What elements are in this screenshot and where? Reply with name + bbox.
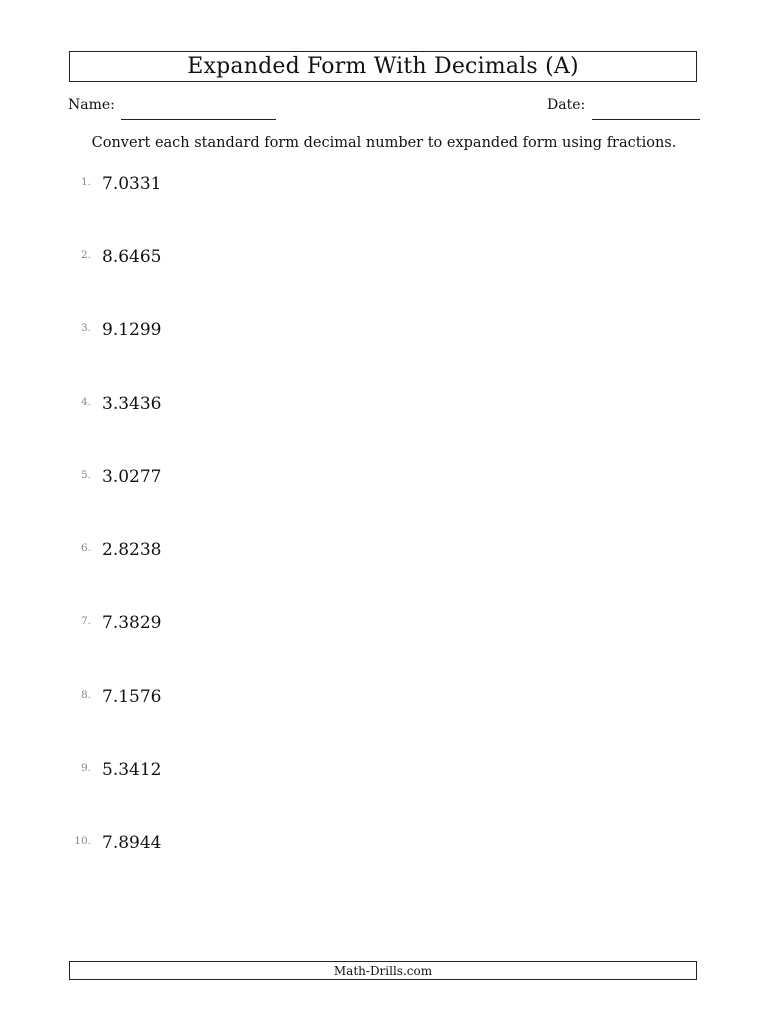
problem-value: 9.1299 <box>102 320 162 340</box>
problem-number: 8. <box>80 689 91 701</box>
problem-value: 7.3829 <box>102 613 162 633</box>
problem-value: 3.3436 <box>102 394 162 414</box>
problem-value: 8.6465 <box>102 247 162 267</box>
problem-value: 5.3412 <box>102 760 162 780</box>
date-label: Date: <box>547 97 586 113</box>
name-line <box>121 119 276 120</box>
problem-value: 2.8238 <box>102 540 162 560</box>
problem-number: 2. <box>80 249 91 261</box>
footer <box>69 961 697 980</box>
problem-number: 3. <box>80 322 91 334</box>
problem-number: 5. <box>80 469 91 481</box>
problem-number: 4. <box>80 396 91 408</box>
problem-value: 7.1576 <box>102 687 162 707</box>
problem-value: 3.0277 <box>102 467 162 487</box>
problem-number: 1. <box>80 176 91 188</box>
problem-number: 9. <box>80 762 91 774</box>
worksheet-title-text: Expanded Form With Decimals (A) <box>187 54 579 79</box>
footer-text: Math-Drills.com <box>333 963 433 978</box>
date-line <box>592 119 700 120</box>
name-label: Name: <box>68 97 115 113</box>
problem-number: 7. <box>80 615 91 627</box>
problem-value: 7.8944 <box>102 833 162 853</box>
worksheet-title <box>69 51 697 82</box>
instructions: Convert each standard form decimal number to expanded form using fractions. <box>91 135 677 151</box>
problem-number: 10. <box>74 835 91 847</box>
problem-value: 7.0331 <box>102 174 162 194</box>
problem-number: 6. <box>80 542 91 554</box>
